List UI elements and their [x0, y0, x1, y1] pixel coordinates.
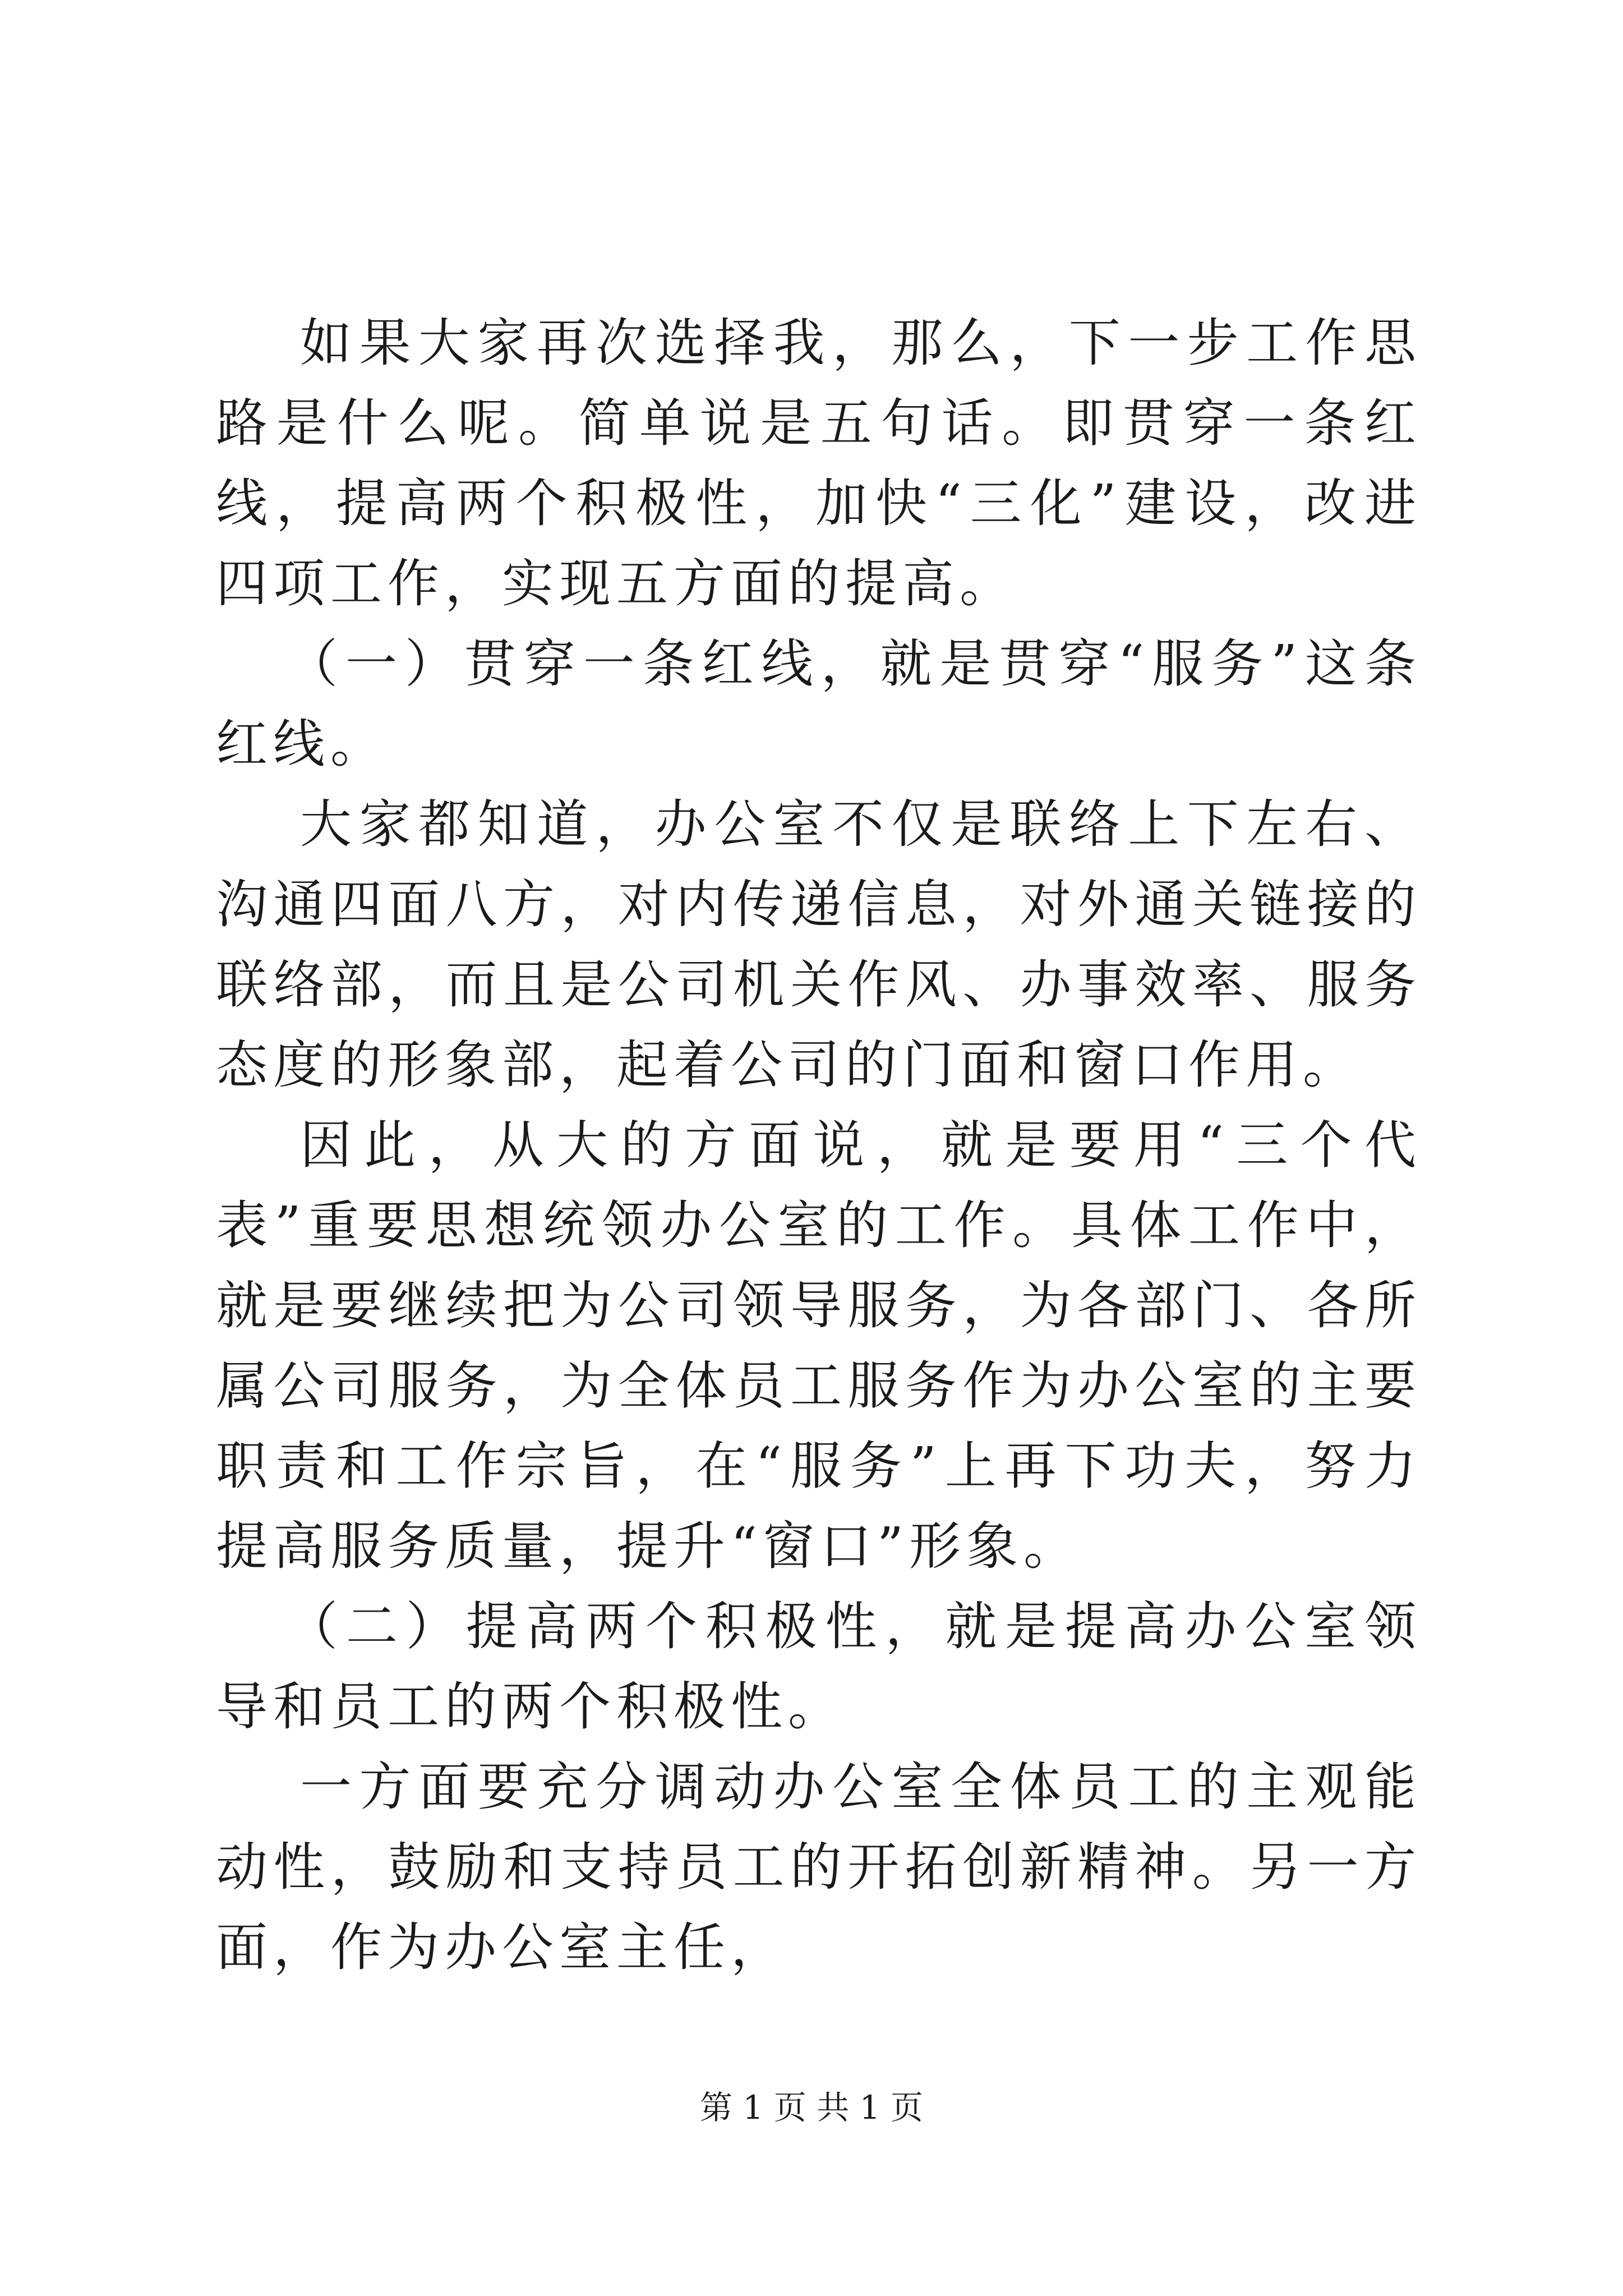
section-heading-1: （一）贯穿一条红线，就是贯穿“服务”这条红线。 [216, 634, 1422, 774]
document-body [216, 303, 1422, 1987]
paragraph-motivation: 一方面要充分调动办公室全体员工的主观能动性，鼓励和支持员工的开拓创新精神。另一方面，作为办公室主任， [216, 1757, 1422, 1977]
page-footer: 第 1 页 共 1 页 [700, 2088, 923, 2127]
paragraph-service: 因此，从大的方面说，就是要用“三个代表”重要思想统领办公室的工作。具体工作中，就是要继续把为公司领导服务，为各部门、各所属公司服务，为全体员工服务作为办公室的主要职责和工作宗旨，在“服务”上再下功夫，努力提高服务质量，提升“窗口”形象。 [216, 1115, 1422, 1576]
paragraph-office-role: 大家都知道，办公室不仅是联络上下左右、沟通四面八方，对内传递信息，对外通关链接的联络部，而且是公司机关作风、办事效率、服务态度的形象部，起着公司的门面和窗口作用。 [216, 794, 1422, 1095]
paragraph-intro: 如果大家再次选择我，那么，下一步工作思路是什么呢。简单说是五句话。即贯穿一条红线，提高两个积极性，加快“三化”建设，改进四项工作，实现五方面的提高。 [216, 313, 1422, 614]
section-heading-2: （二）提高两个积极性，就是提高办公室领导和员工的两个积极性。 [216, 1596, 1422, 1737]
